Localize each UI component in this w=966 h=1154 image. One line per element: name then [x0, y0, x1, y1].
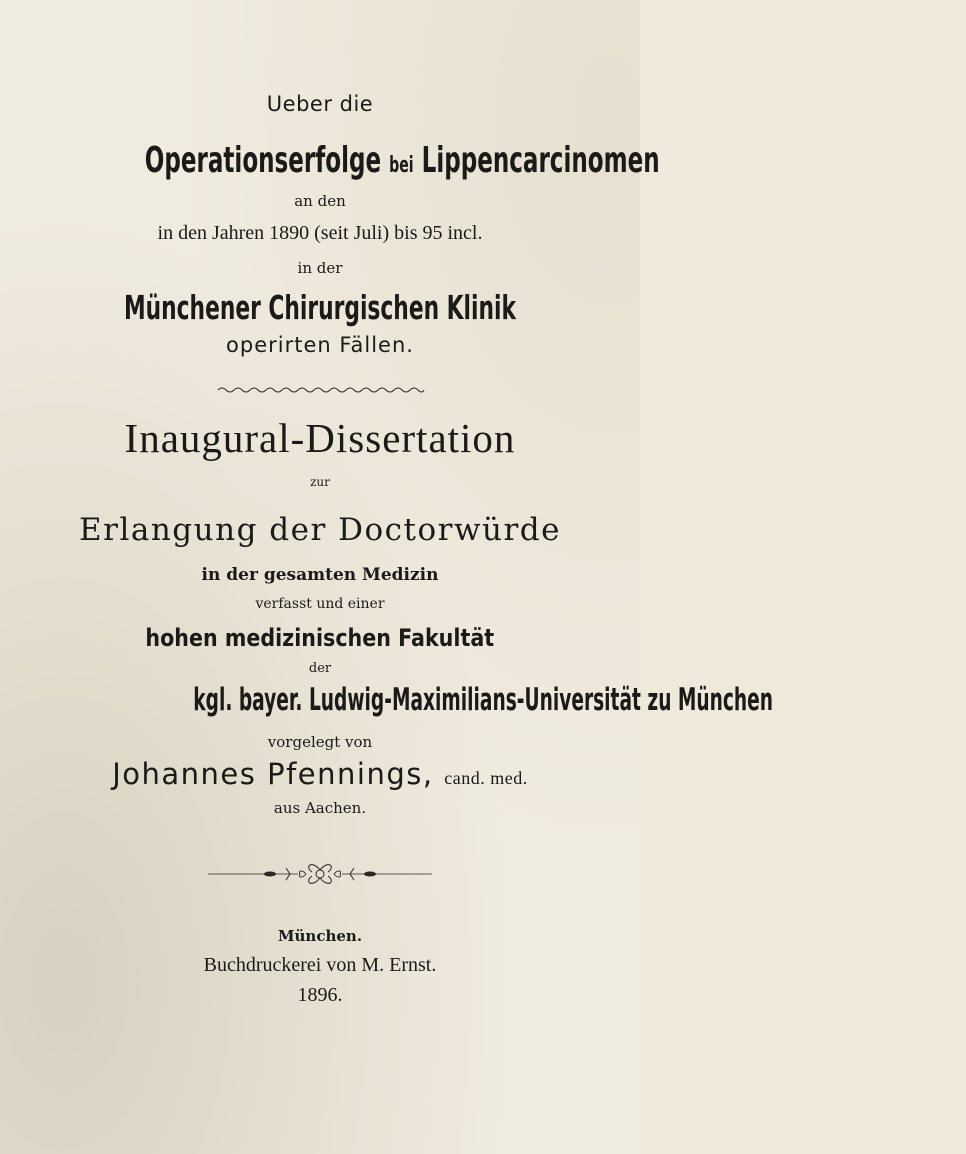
floral-divider-ornament-icon	[208, 858, 432, 890]
der-text: der	[308, 661, 332, 676]
main-title	[0, 140, 660, 181]
main-title-part-2: Lippencarcinomen	[421, 140, 660, 181]
printer-text: Buchdruckerei von M. Ernst.	[203, 954, 437, 976]
city-text: München.	[277, 927, 363, 945]
clinic-name: Münchener Chirurgischen Klinik	[124, 288, 516, 327]
wavy-rule-ornament-icon	[216, 385, 426, 395]
author-degree: cand. med.	[444, 768, 528, 788]
university-title	[0, 682, 774, 718]
dissertation-heading: Inaugural-Dissertation	[124, 415, 516, 461]
operated-cases-text: operirten Fällen.	[226, 333, 414, 357]
clinic-title	[0, 288, 640, 327]
main-title-connector: bei	[389, 153, 414, 178]
author-line	[0, 757, 640, 791]
years-text: in den Jahren 1890 (seit Juli) bis 95 incl.	[157, 222, 483, 244]
origin-text: aus Aachen.	[273, 799, 367, 817]
an-den-text: an den	[294, 192, 346, 210]
year-text: 1896.	[297, 984, 343, 1006]
in-der-text: in der	[297, 259, 343, 277]
author-name: Johannes Pfennings,	[112, 757, 434, 791]
university-name: kgl. bayer. Ludwig-Maximilians-Universität zu München	[193, 682, 774, 718]
verfasst-text: verfasst und einer	[255, 596, 385, 612]
title-intro: Ueber die	[266, 92, 374, 116]
field-text: in der gesamten Medizin	[201, 565, 439, 585]
main-title-part-1: Operationserfolge	[144, 140, 382, 181]
faculty-title	[0, 624, 640, 652]
zur-text: zur	[310, 475, 330, 489]
vorgelegt-text: vorgelegt von	[267, 733, 373, 751]
faculty-name: hohen medizinischen Fakultät	[145, 624, 495, 652]
doctorate-heading: Erlangung der Doctorwürde	[79, 512, 561, 548]
